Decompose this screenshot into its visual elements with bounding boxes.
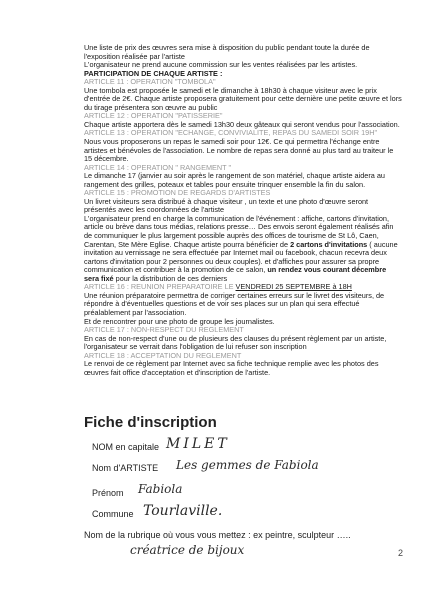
label-rubrique: Nom de la rubrique où vous vous mettez : ex peintre, sculpteur ….. [84, 530, 351, 540]
label-nom: NOM en capitale [92, 442, 160, 452]
value-prenom: Fabiola [138, 482, 183, 496]
article-heading: ARTICLE 17 : NON-RESPECT DU REGLEMENT [84, 325, 244, 335]
label-nom-artiste: Nom d'ARTISTE [92, 463, 159, 473]
paragraph: L'organisateur ne prend aucune commission sur les ventes réalisées par les artistes. [84, 60, 358, 70]
emphasis-text: VENDREDI 25 SEPTEMBRE à 18H [235, 282, 352, 292]
value-nom: MILET [166, 436, 230, 452]
emphasis-text: un rendez vous courant décembre sera fixé [84, 265, 387, 283]
fiche-title: Fiche d'inscription [84, 414, 217, 431]
article-heading: ARTICLE 11 : OPERATION "TOMBOLA" [84, 77, 216, 87]
text-run: L'organisateur prend en charge la communication de l'événement : affiche, cartons d'invitation, article ou brève dans tous médias, relations presse… Des envois seront également réalisés afin de communiquer le plus largement possible auprès des offices de tourisme de St Lô, Caen, Carentan, Ste Mère Eglise. Chaque artiste pourra bénéficier de [84, 213, 394, 249]
paragraph: Une liste de prix des œuvres sera mise à disposition du public pendant toute la durée de l'exposition réalisée par l'artiste [84, 43, 370, 61]
article-heading: ARTICLE 14 : OPERATION " RANGEMENT " [84, 162, 232, 172]
paragraph: Nous vous proposerons un repas le samedi soir pour 12€. Ce qui permettra l'échange entre artistes et bénévoles de l'association. Le nombre de repas sera donné au plus tard au traiteur le 15 décembre. [84, 137, 394, 164]
page-number: 2 [398, 548, 404, 558]
paragraph: Le dimanche 17 (janvier au soir après le rangement de son matériel, chaque artiste aidera au rangement des grilles, poteaux et tables pour ensuite trinquer ensemble la fin du salon. [84, 171, 385, 189]
paragraph: En cas de non-respect d'une ou de plusieurs des clauses du présent règlement par un artiste, l'organisateur se verrait dans l'obligation de lui refuser son inscription [84, 333, 387, 352]
value-rubrique: créatrice de bijoux [130, 543, 245, 557]
paragraph: Et de rencontrer pour une photo de groupe les journalistes. [84, 316, 275, 326]
section-heading: PARTICIPATION DE CHAQUE ARTISTE : [84, 68, 223, 78]
paragraph: Une tombola est proposée le samedi et le dimanche à 18h30 à chaque visiteur avec le prix d'entrée de 2€. Chaque artiste proposera gratuitement pour cette dernière une petite œuvre et lors du tirage présentera son œuvre au public [84, 85, 402, 112]
article-heading: ARTICLE 15 : PROMOTION DE REGARDS D'ARTISTES [84, 188, 271, 198]
text-run: pour la distribution de ces derniers [113, 273, 228, 283]
emphasis-text: 2 cartons d'invitations [290, 239, 368, 249]
label-prenom: Prénom [92, 488, 124, 498]
label-commune: Commune [92, 509, 134, 519]
reglement-text [84, 44, 402, 377]
paragraph: Le renvoi de ce règlement par Internet avec sa fiche technique remplie avec les photos des œuvres fait office d'acceptation et d'inscription de l'artiste. [84, 359, 379, 377]
value-commune: Tourlaville. [143, 503, 223, 519]
text-run: ( aucune invitation au vernissage ne sera effectuée par Internet mail ou facebook, chacun recevra deux cartons d'invitation pour 2 personnes ou deux couples). et d'affiches pour assurer sa propre communication et contribuer à la promotion de ce salon, [84, 239, 398, 275]
paragraph [84, 215, 402, 283]
article-heading: ARTICLE 12 : OPERATION "PATISSERIE" [84, 111, 223, 121]
paragraph: Un livret visiteurs sera distribué à chaque visiteur , un texte et une photo d'œuvre seront présentés avec les coordonnées de l'artiste [84, 196, 369, 215]
paragraph: Une réunion préparatoire permettra de corriger certaines erreurs sur le livret des visiteurs, de répondre à d'éventuelles questions et de voir ses places sur un plan qui sera effectué préalablement par l'association. [84, 290, 385, 317]
article-heading: ARTICLE 16 : REUNION PREPARATOIRE LE [84, 282, 236, 292]
article-heading: ARTICLE 13 : OPERATION "ECHANGE, CONVIVIALITE, REPAS DU SAMEDI SOIR 19H" [84, 128, 378, 138]
paragraph: Chaque artiste apportera dès le samedi 13h30 deux gâteaux qui seront vendus pour l'association. [84, 119, 400, 129]
value-nom-artiste: Les gemmes de Fabiola [176, 458, 319, 472]
article-heading: ARTICLE 18 : ACCEPTATION DU REGLEMENT [84, 350, 242, 360]
